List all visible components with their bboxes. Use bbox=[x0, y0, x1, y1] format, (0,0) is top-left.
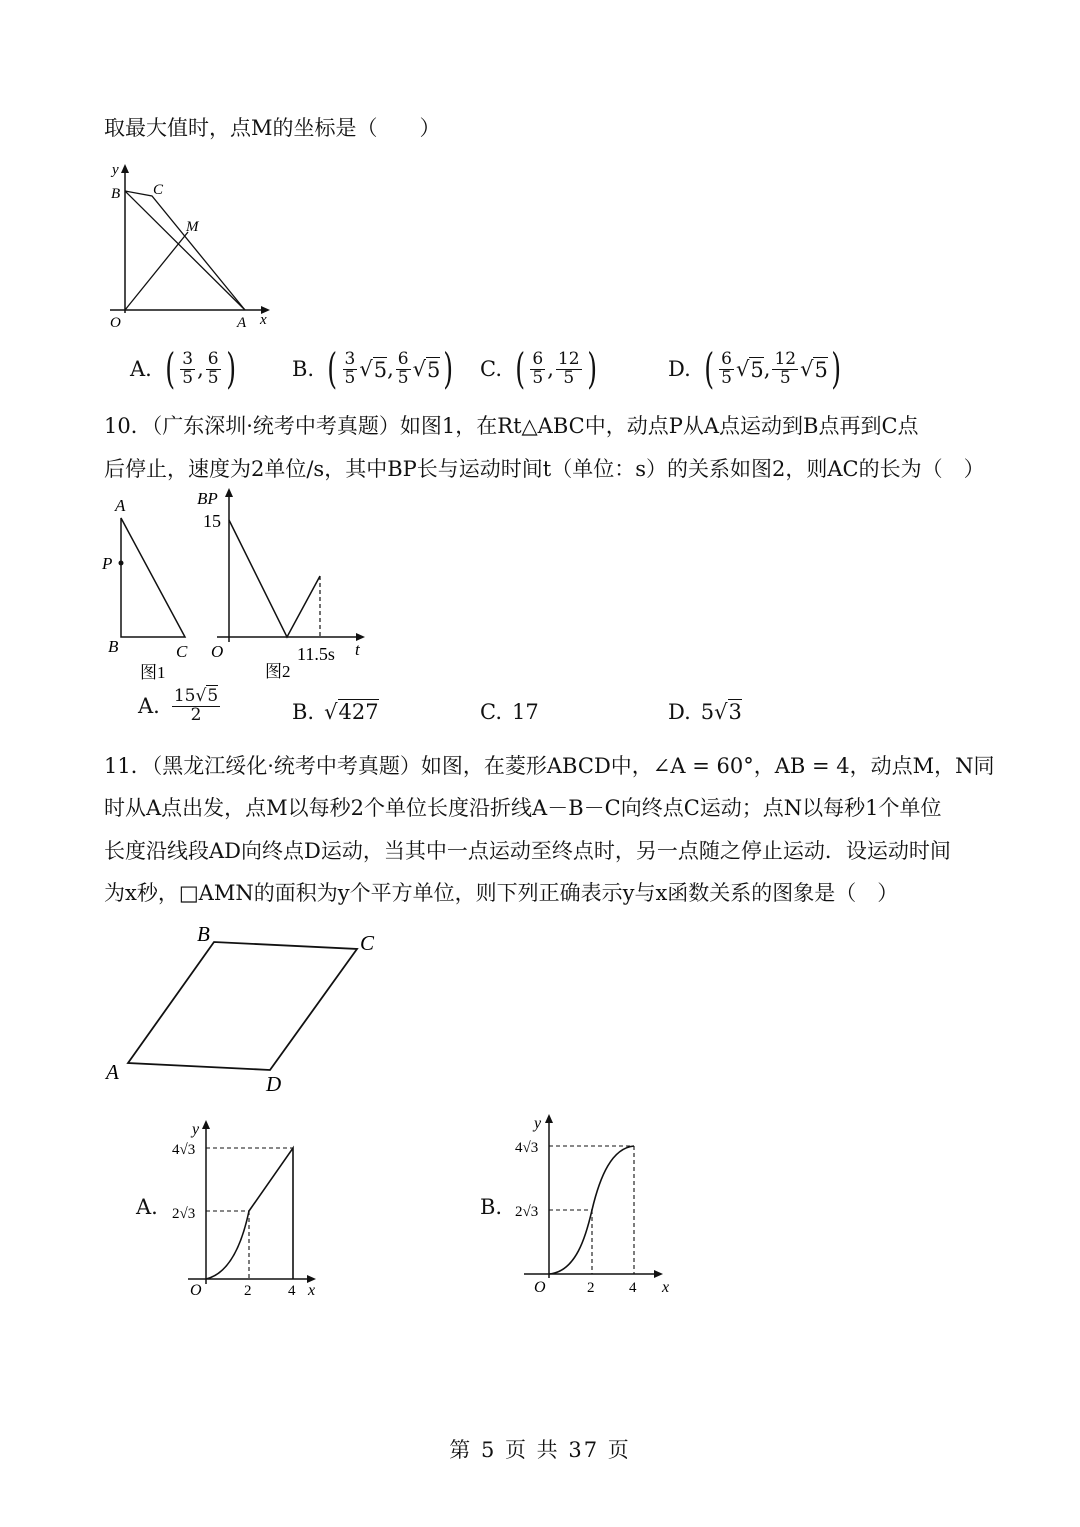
q11-line-1: 11．（黑龙江绥化·统考中考真题）如图，在菱形ABCD中，∠A = 60°，AB = 4，动点M，N同 bbox=[104, 754, 995, 778]
q11-rhombus-label-c: C bbox=[360, 931, 375, 955]
q10-fig2-graph bbox=[195, 482, 380, 687]
q9-option-b-label: B. bbox=[292, 357, 315, 381]
q9-tail-text: 取最大值时，点M的坐标是（ ） bbox=[104, 116, 441, 140]
q11a-label-mid: 2√3 bbox=[172, 1206, 196, 1222]
q11-option-a[interactable] bbox=[136, 1195, 158, 1219]
q10-option-a-label: A. bbox=[138, 694, 160, 719]
q9-label-y: y bbox=[112, 162, 119, 178]
q9-option-c[interactable] bbox=[480, 344, 600, 393]
q10-fig2-label-t-mark: 11.5s bbox=[297, 644, 335, 664]
q11a-y-arrow bbox=[202, 1120, 210, 1129]
q9-coordinate-figure bbox=[100, 158, 290, 338]
q9-option-a-label: A. bbox=[130, 357, 152, 381]
q11a-label-2: 2 bbox=[244, 1283, 252, 1299]
q10-option-a-value: $\frac{15√5}{2}$ bbox=[173, 686, 219, 725]
q9-option-a-value: ( $\frac{3}{5}$ , $\frac{6}{5}$ ) bbox=[165, 344, 236, 393]
q11-option-b-label: B. bbox=[480, 1195, 503, 1219]
q11b-label-2: 2 bbox=[587, 1280, 595, 1296]
q10-option-b-value: √427 bbox=[324, 700, 379, 724]
q9-label-a: A bbox=[237, 315, 247, 331]
q11-line-2: 时从A点出发，点M以每秒2个单位长度沿折线A－B－C向终点C运动；点N以每秒1个单位 bbox=[104, 796, 942, 820]
q9-option-c-label: C. bbox=[480, 357, 502, 381]
q11-option-a-graph bbox=[168, 1112, 333, 1302]
q11-line-4: 为x秒，□AMN的面积为y个平方单位，则下列正确表示y与x函数关系的图象是（ ） bbox=[104, 881, 899, 905]
q10-option-b[interactable] bbox=[292, 700, 379, 724]
q11-option-b[interactable] bbox=[480, 1195, 502, 1219]
q10-line-2: 后停止，速度为2单位/s，其中BP长与运动时间t（单位：s）的关系如图2，则AC的长为（ ） bbox=[104, 457, 985, 481]
q11a-label-top: 4√3 bbox=[172, 1142, 196, 1158]
q10-fig2-label-bp: BP bbox=[197, 489, 218, 508]
q10-fig1-label-p: P bbox=[102, 554, 113, 573]
q11a-label-x: x bbox=[308, 1282, 316, 1299]
q10-fig1-triangle bbox=[100, 490, 210, 685]
q9-option-b[interactable] bbox=[292, 344, 457, 393]
q10-triangle-abc bbox=[121, 518, 185, 637]
q10-fig1-caption: 图1 bbox=[140, 663, 166, 682]
q11b-label-mid: 2√3 bbox=[515, 1204, 539, 1220]
q11-option-b-graph bbox=[512, 1106, 682, 1298]
q9-segment-om bbox=[125, 232, 188, 310]
q9-label-b: B bbox=[111, 186, 121, 202]
q10-option-a[interactable] bbox=[138, 688, 222, 725]
q10-fig1-label-c: C bbox=[176, 642, 188, 661]
q9-option-d-label: D. bbox=[668, 357, 691, 381]
q10-option-c[interactable] bbox=[480, 700, 539, 724]
q11b-x-arrow bbox=[654, 1270, 663, 1278]
q9-label-m: M bbox=[186, 219, 199, 235]
q11-rhombus-label-b: B bbox=[197, 922, 210, 946]
q10-fig1-label-a: A bbox=[115, 496, 126, 515]
q10-fig2-caption: 图2 bbox=[265, 662, 291, 681]
q10-fig2-label-o: O bbox=[211, 642, 224, 661]
q10-option-c-value: 17 bbox=[512, 700, 539, 724]
q9-option-d[interactable] bbox=[668, 344, 844, 393]
q11b-label-y: y bbox=[534, 1115, 542, 1132]
q9-option-d-value: ( $\frac{6}{5}$ √ 5 , $\frac{12}{5}$ √ 5 ) bbox=[704, 344, 841, 393]
q11b-y-arrow bbox=[545, 1114, 553, 1123]
q10-option-b-label: B. bbox=[292, 700, 315, 724]
q11a-label-o: O bbox=[190, 1282, 202, 1299]
q10-fig2-y-arrow bbox=[225, 488, 233, 497]
q10-fig2-label-15: 15 bbox=[203, 511, 221, 531]
q11-rhombus-label-a: A bbox=[106, 1060, 119, 1084]
q9-option-a[interactable] bbox=[130, 344, 239, 393]
q9-label-x: x bbox=[260, 312, 267, 328]
q11-rhombus-abcd bbox=[128, 942, 357, 1070]
q9-label-o: O bbox=[110, 315, 121, 331]
q10-option-d-value: 5√3 bbox=[700, 700, 742, 724]
q9-option-c-value: ( $\frac{6}{5}$ , $\frac{12}{5}$ ) bbox=[515, 344, 597, 393]
q9-label-c: C bbox=[153, 182, 164, 198]
q10-fig1-label-b: B bbox=[108, 637, 119, 656]
q10-fig2-label-t: t bbox=[355, 640, 360, 659]
q10-point-p bbox=[119, 561, 124, 566]
q10-option-d[interactable] bbox=[668, 700, 742, 724]
q9-y-arrow bbox=[121, 164, 129, 173]
page-footer: 第 5 页 共 37 页 bbox=[449, 1438, 631, 1462]
q11a-label-y: y bbox=[192, 1121, 200, 1138]
q11b-label-4: 4 bbox=[629, 1280, 637, 1296]
q10-option-d-label: D. bbox=[668, 700, 691, 724]
q10-option-c-label: C. bbox=[480, 700, 502, 724]
q11-rhombus-label-d: D bbox=[266, 1072, 282, 1096]
q10-fig2-bp-curve bbox=[229, 520, 320, 637]
q10-line-1: 10．（广东深圳·统考中考真题）如图1，在Rt△ABC中，动点P从A点运动到B点再到C点 bbox=[104, 414, 919, 438]
q11-option-a-label: A. bbox=[136, 1195, 158, 1219]
q11-rhombus-figure bbox=[100, 918, 400, 1098]
q9-segment-ba bbox=[125, 191, 245, 310]
q11-line-3: 长度沿线段AD向终点D运动，当其中一点运动至终点时，另一点随之停止运动．设运动时间 bbox=[104, 839, 951, 863]
q11a-label-4: 4 bbox=[288, 1283, 296, 1299]
q11b-label-o: O bbox=[534, 1279, 546, 1296]
q9-option-b-value: ( $\frac{3}{5}$ √ 5 , $\frac{6}{5}$ √ 5 ) bbox=[327, 344, 454, 393]
q11b-label-top: 4√3 bbox=[515, 1140, 539, 1156]
q11b-label-x: x bbox=[662, 1279, 670, 1296]
